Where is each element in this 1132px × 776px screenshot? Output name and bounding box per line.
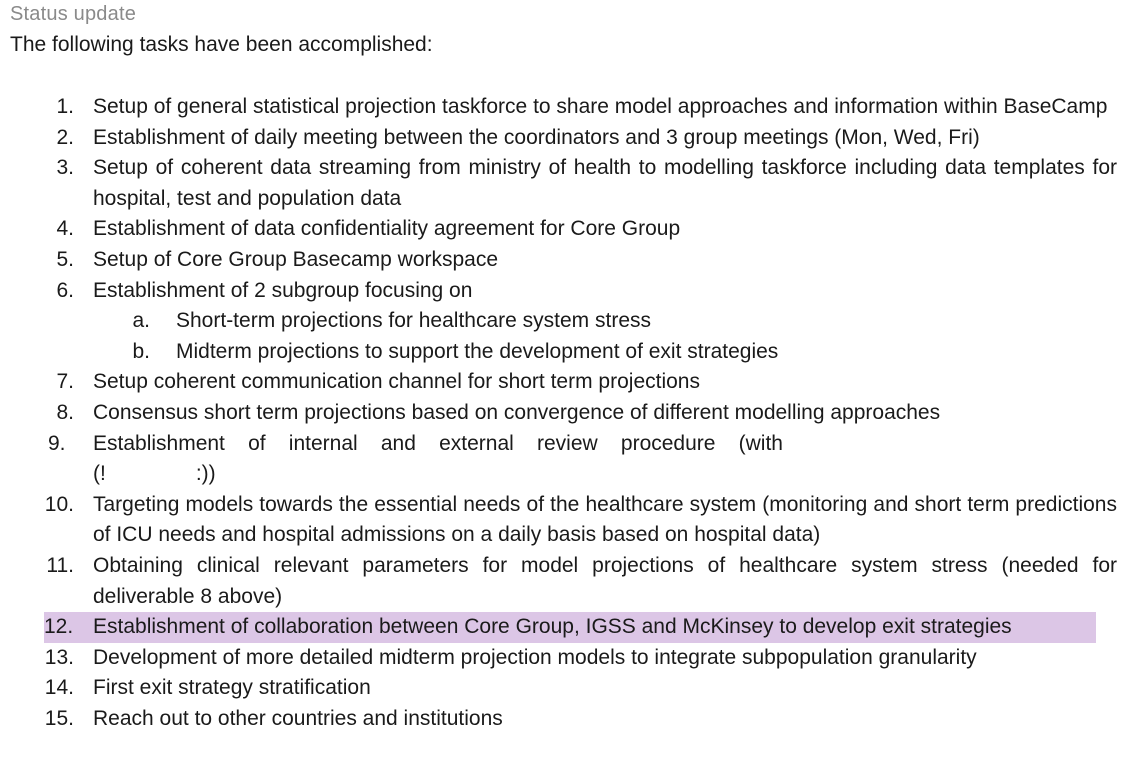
section-heading: Status update [10,3,137,25]
item-number: 5. [56,247,74,271]
item-number: 11. [46,553,74,577]
sub-item-letter: a. [132,309,150,333]
sub-item-letter: b. [132,339,150,363]
item-number: 12. [44,615,74,639]
item-text: Reach out to other countries and institutions [93,706,503,730]
list-item-5 [0,245,1117,276]
redacted-close: :)) [195,462,216,486]
item-number: 6. [56,278,74,302]
list-item-4 [0,214,1117,245]
item-number: 8. [56,400,74,424]
list-item-14 [0,673,1117,704]
list-item-8 [0,398,1117,429]
sub-item-a [0,306,1132,337]
list-item-15 [0,704,1117,735]
list-item-9-continued [0,459,1117,490]
item-text: Establishment of internal and external review procedure (with [93,431,783,455]
item-number: 10. [44,492,74,516]
item-text: Establishment of daily meeting between the coordinators and 3 group meetings (Mon, Wed, Fri) [93,125,980,149]
sub-item-text: Midterm projections to support the development of exit strategies [176,339,779,363]
task-list [0,92,1132,734]
item-text: Setup of general statistical projection taskforce to share model approaches and information within BaseCamp [93,95,1108,118]
item-text: Setup of coherent data streaming from ministry of health to modelling taskforce including data templates for hospital, test and population data [93,156,1117,210]
item-text: Establishment of 2 subgroup focusing on [93,278,473,302]
list-item-11 [0,551,1117,612]
item-text: Obtaining clinical relevant parameters for model projections of healthcare system stress (needed for deliverable 8 above) [93,553,1117,608]
list-item-9 [0,429,783,460]
item-number: 3. [56,156,74,180]
list-item-6 [0,276,1117,307]
item-number: 9. [48,431,66,455]
item-text: Development of more detailed midterm projection models to integrate subpopulation granularity [93,645,977,669]
item-number: 4. [56,217,74,241]
list-item-12 [44,612,1096,643]
item-text: Setup of Core Group Basecamp workspace [93,247,499,271]
list-item-2 [0,123,1117,154]
item-text: Establishment of collaboration between Core Group, IGSS and McKinsey to develop exit strategies [93,615,1012,639]
item-text: Consensus short term projections based on convergence of different modelling approaches [93,400,941,424]
item-text: Setup coherent communication channel for short term projections [93,370,700,394]
item-number: 7. [56,370,74,394]
redacted-open: (! [93,462,106,486]
sub-item-b [0,337,1132,368]
list-item-1 [0,92,1117,123]
item-number: 2. [56,125,74,149]
item-text: First exit strategy stratification [93,676,371,700]
list-item-13 [0,643,1117,674]
list-item-10 [0,490,1117,551]
list-item-7 [0,367,1117,398]
item-number: 1. [56,95,74,118]
list-item-3 [0,153,1117,214]
item-number: 13. [44,645,74,669]
item-number: 14. [44,676,74,700]
intro-text: The following tasks have been accomplished: [10,33,433,56]
sub-item-text: Short-term projections for healthcare system stress [176,309,652,333]
item-text: Establishment of data confidentiality agreement for Core Group [93,217,681,241]
item-text: Targeting models towards the essential needs of the healthcare system (monitoring and short term predictions of ICU needs and hospital admissions on a daily basis based on hospital data) [93,492,1117,547]
item-number: 15. [44,706,74,730]
